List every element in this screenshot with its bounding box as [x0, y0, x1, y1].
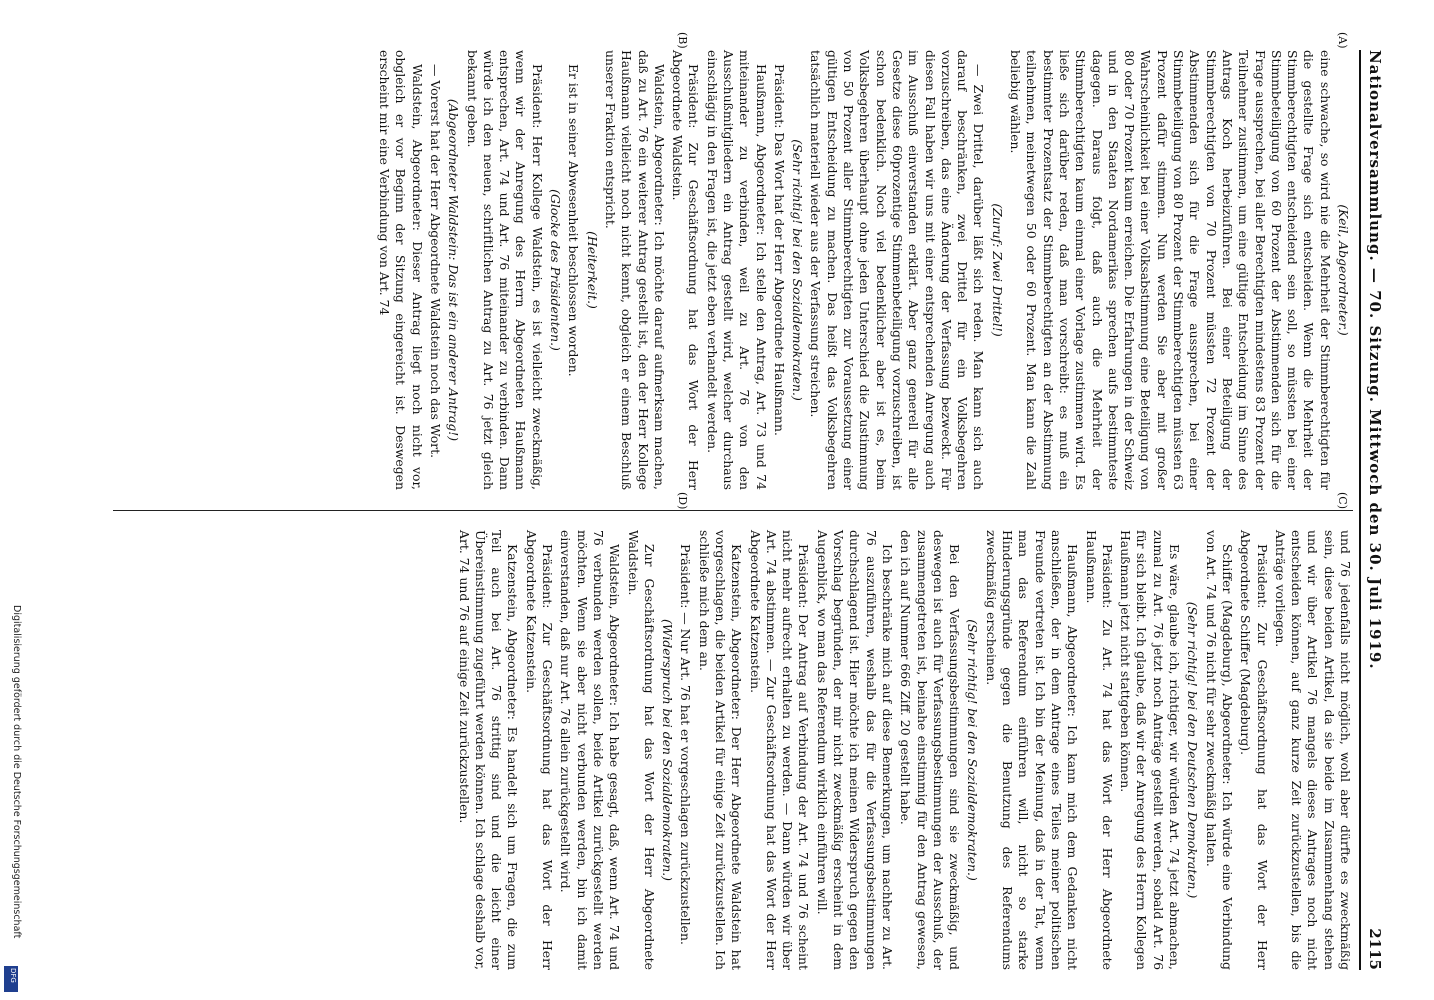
paragraph: Es wäre, glaube ich, richtiger, wir würden Art. 74 jetzt abmachen, zumal zu Art. 76 jetzt noch Anträge gestellt werden, sobald Art. 76 für sich bleibt. Ich glaube, daß wir der Anregung des Herrn Kollegen Haußmann jetzt nicht stattgeben können. — [1118, 530, 1183, 970]
paragraph: Präsident: Zur Geschäftsordnung hat das Wort der Herr Abgeordnete Katzenstein. — [523, 530, 556, 970]
paragraph: und 76 jedenfalls nicht möglich, wohl aber dürfte es zweckmäßig sein, diese beiden Artikel, da sie beide im Zusammenhang stehen und wir über Artikel 76 mangels dieses Antrages noch nicht entscheiden können, auf ganz kurze Zeit zurückzustellen, bis die Anträge vorliegen. — [1272, 530, 1353, 970]
paragraph: Waldstein, Abgeordneter: Dieser Antrag liegt noch nicht vor, obgleich er vor Beginn der Sitzung eingereicht ist. Deswegen erscheint mir eine Verbindung von Art. 74 — [377, 50, 425, 490]
paragraph: Haußmann, Abgeordneter: Ich stelle den Antrag, Art. 73 und 74 miteinander zu verbinden, weil zu Art. 76 von den Ausschußmitgliedern ein Antrag gestellt wird, welcher durchaus einschlägig in den Fragen ist, die jetzt eben verhandelt werden. — [704, 50, 769, 490]
margin-mark-d: (D) — [676, 492, 689, 510]
left-column — [374, 50, 1353, 490]
paragraph: Waldstein, Abgeordneter: Ich möchte darauf aufmerksam machen, daß zu Art. 76 ein weiterer Antrag gestellt ist, den der Herr Kollege Haußmann vielleicht noch nicht kennt, obgleich er einem Beschluß unserer Fraktion entspricht. — [602, 50, 667, 490]
interjection: (Heiterkeit.) — [584, 231, 600, 309]
interjection: (Sehr richtig! bei den Sozialdemokraten.) — [790, 139, 806, 401]
newspaper-page — [89, 30, 1389, 990]
interjection: (Abgeordneter Waldstein: Das ist ein anderer Antrag!) — [446, 98, 462, 442]
page-number: 2115 — [1366, 928, 1384, 970]
paragraph: Zur Geschäftsordnung hat das Wort der Herr Abgeordnete Waldstein. — [625, 530, 657, 970]
paragraph: Präsident: Herr Kollege Waldstein, es ist vielleicht zweckmäßig, wenn wir der Anregung des Herrn Abgeordneten Haußmann entsprechen, Art. 74 und Art. 76 miteinander zu verbinden. Dann würde ich den neuen, schriftlichen Antrag zu Art. 76 jetzt gleich bekannt geben. — [464, 50, 545, 490]
paragraph: — Vorerst hat der Herr Abgeordnete Waldstein noch das Wort. — [427, 64, 443, 459]
paragraph: Haußmann, Abgeordneter: Ich kann mich dem Gedanken nicht anschließen, der in dem Antrage eines Teiles meiner politischen Freunde vertreten ist. Ich bin der Meinung, daß in der Tat, wenn man das Referendum einführen will, nicht so starke Hinderungsgründe gegen die Benutzung des Referendums zweckmäßig erscheinen. — [983, 530, 1081, 970]
right-column — [453, 530, 1353, 970]
dfg-logo — [4, 966, 18, 992]
paragraph: Präsident: Zur Geschäftsordnung hat das Wort der Herr Abgeordnete Schiffer (Magdeburg). — [1238, 530, 1270, 970]
funding-note-text: Digitalisierung gefördert durch die Deutsche Forschungsgemeinschaft — [11, 605, 22, 939]
paragraph: Er ist in seiner Abwesenheit beschlossen worden. — [566, 64, 582, 377]
speaker-continuation: (Keil, Abgeordneter.) — [1336, 204, 1351, 336]
paragraph: eine schwache, so wird nie die Mehrheit der Stimmberechtigten für die gestellte Frage sich entscheiden. Wenn die Mehrheit der Stimmberechtigten entscheidend sein soll, so müssten bei einer Stimmbeteiligung von 60 Prozent der Abstimmenden sich für die Frage aussprechen, bei aller Berechtigten mindestens 83 Prozent der Teilnehmer zustimmen, um eine gültige Entscheidung im Sinne des Antrags Koch herbeizuführen. Bei einer Beteiligung der Stimmberechtigten von 70 Prozent müssten 72 Prozent der Abstimmenden sich für die Frage aussprechen, bei einer Stimmbeteiligung von 80 Prozent der Stimmberechtigten müssten 63 Prozent dafür stimmen. Nun werden Sie aber mit großer Wahrscheinlichkeit bei einer Volksabstimmung eine Beteiligung von 80 oder 70 Prozent kaum erreichen. Die Erfahrungen in der Schweiz und in den Staaten Nordamerikas sprechen aufs bestimmteste dagegen. Daraus folgt, daß auch die Mehrheit der Stimmberechtigten kaum einmal einer Vorlage zustimmen wird. Es ließe sich darüber reden, daß man vorschreibt: es muß ein bestimmter Prozentsatz der Stimmberechtigten an der Abstimmung teilnehmen, meinetwegen 50 oder 60 Prozent. Man kann die Zahl beliebig wählen. — [1008, 50, 1333, 490]
page-header — [1359, 50, 1389, 970]
paragraph: Präsident: Zur Geschäftsordnung hat das Wort der Herr Abgeordnete Waldstein. — [670, 50, 702, 490]
paragraph: Katzenstein, Abgeordneter: Der Herr Abgeordnete Waldstein hat vorgeschlagen, die beiden Artikel für einige Zeit zurückzustellen. Ich schließe mich dem an. — [696, 530, 745, 970]
interjection: (Widerspruch bei den Sozialdemokraten.) — [660, 618, 676, 882]
paragraph: Ich beschränke mich auf diese Bemerkungen, um nachher zu Art. 76 auszuführen, weshalb das für die Verfassungsbestimmungen durchschlagend ist. Hier möchte ich meinen Widerspruch gegen den Vorschlag begründen, der mir nicht zweckmäßig erscheint in dem Augenblick, wo man das Referendum wirklich einführen will. — [814, 530, 895, 970]
paragraph: Präsident: Zu Art. 74 hat das Wort der Herr Abgeordnete Haußmann. — [1083, 530, 1115, 970]
interjection: (Glocke des Präsidenten.) — [548, 189, 564, 351]
interjection: (Sehr richtig! bei den Deutschen Demokraten.) — [1185, 601, 1201, 899]
paragraph: Katzenstein, Abgeordneter: Es handelt sich um Fragen, die zum Teil auch bei Art. 76 strittig sind und die leicht einer Übereinstimmung zugeführt werden können. Ich schlage deshalb vor, Art. 74 und 76 auf einige Zeit zurückzustellen. — [456, 530, 521, 970]
margin-mark-c: (C) — [1336, 492, 1349, 509]
interjection: (Zuruf: Zwei Drittel!) — [989, 203, 1005, 337]
column-divider — [113, 510, 1353, 511]
margin-mark-b: (B) — [676, 32, 689, 49]
page-title: Nationalversammlung. — 70. Sitzung. Mittwoch den 30. Juli 1919. — [1366, 50, 1384, 670]
paragraph: Präsident: Der Antrag auf Verbindung der Art. 74 und 76 scheint nicht mehr aufrecht erhalten zu werden. — Dann würden wir über Art. 74 abstimmen. — Zur Geschäftsordnung hat das Wort der Herr Abgeordnete Katzenstein. — [747, 530, 812, 970]
dfg-logo-text: DFG — [9, 968, 17, 983]
paragraph: Präsident: Das Wort hat der Herr Abgeordnete Haußmann. — [771, 64, 787, 436]
funding-note — [8, 605, 22, 990]
paragraph: Bei den Verfassungsbestimmungen sind sie zweckmäßig, und deswegen ist auch für Verfassungsbestimmungen der Ausschuß, der zusammengetreten ist, beinahe einstimmig für den Antrag gewesen, den ich auf Nummer 666 Ziff. 20 gestellt habe. — [898, 530, 963, 970]
margin-mark-a: (A) — [1336, 32, 1349, 49]
paragraph: Präsident: — Nur Art. 76 hat er vorgeschlagen zurückzustellen. — [678, 544, 694, 945]
paragraph: Schiffer (Magdeburg), Abgeordneter: Ich würde eine Verbindung von Art. 74 und 76 nicht für sehr zweckmäßig halten. — [1203, 530, 1235, 970]
paragraph: Waldstein, Abgeordneter: Ich habe gesagt, daß, wenn Art. 74 und 76 verbunden werden sollen, beide Artikel zurückgestellt werden möchten. Wenn sie aber nicht verbunden werden, bin ich damit einverstanden, daß nur Art. 76 allein zurückgestellt wird. — [558, 530, 623, 970]
interjection: (Sehr richtig! bei den Sozialdemokraten.) — [965, 619, 981, 881]
paragraph: — Zwei Drittel, darüber läßt sich reden. Man kann sich auch darauf beschränken, zwei Drittel für ein Volksbegehren vorzuschreiben, das eine Änderung der Verfassung bezweckt. Für diesen Fall haben wir uns mit einer entsprechenden Anregung auch im Ausschuß einverstanden erklärt. Aber ganz generell für alle Gesetze diese 60prozentige Stimmenbeteiligung vorzuschreiben, ist schon bedenklich. Noch viel bedenklicher aber ist es, beim Volksbegehren überhaupt ohne jeden Unterschied die Zustimmung von 50 Prozent aller Stimmberechtigten zur Voraussetzung einer gültigen Entscheidung zu machen. Das heißt das Volksbegehren tatsächlich materiell wieder aus der Verfassung streichen. — [808, 50, 987, 490]
